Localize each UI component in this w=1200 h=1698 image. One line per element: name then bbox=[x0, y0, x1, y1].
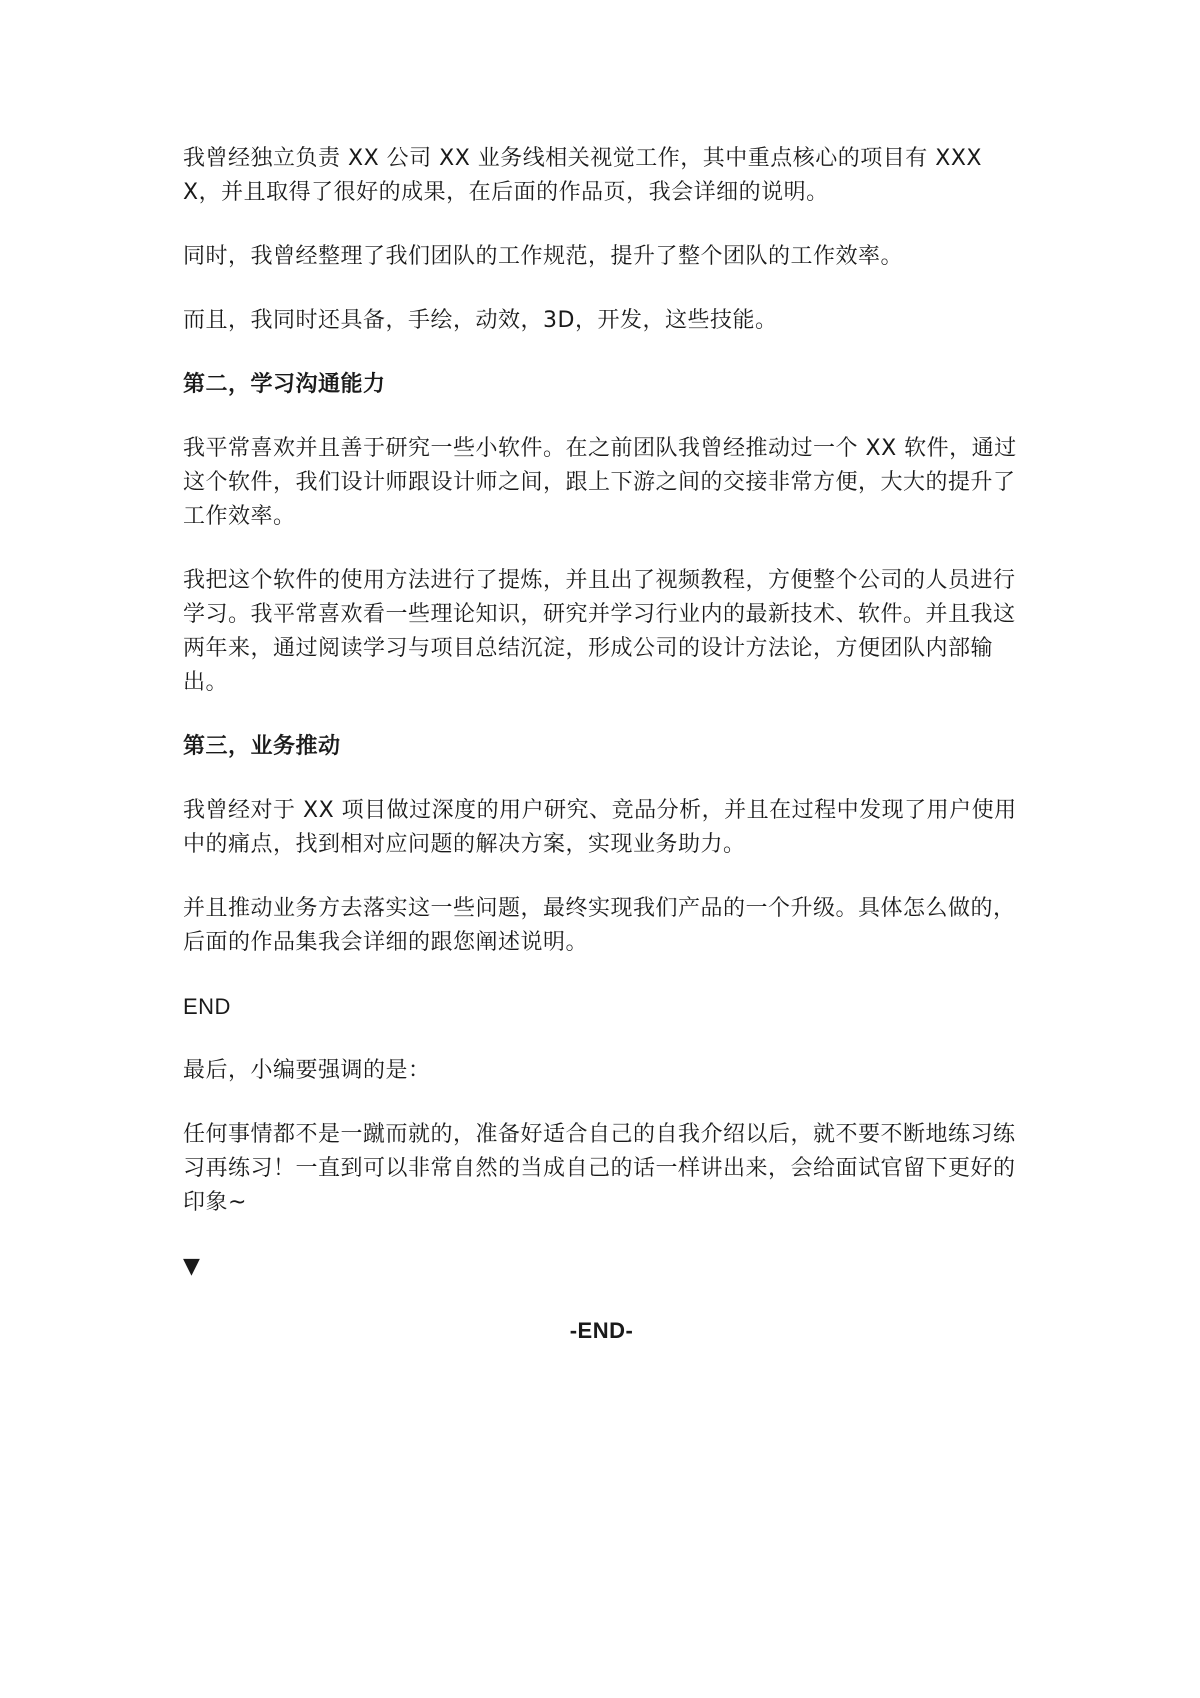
heading-business-promotion: 第三，业务推动 bbox=[183, 734, 341, 759]
paragraph-product-upgrade: 并且推动业务方去落实这一些问题，最终实现我们产品的一个升级。具体怎么做的，后面的作品集我会详细的跟您阐述说明。 bbox=[183, 896, 1016, 955]
footer-end: -END- bbox=[569, 1318, 634, 1343]
paragraph-skills: 而且，我同时还具备，手绘，动效，3D，开发，这些技能。 bbox=[183, 308, 778, 333]
paragraph-practice-advice: 任何事情都不是一蹴而就的，准备好适合自己的自我介绍以后，就不要不断地练习练习再练习！一直到可以非常自然的当成自己的话一样讲出来，会给面试官留下更好的印象~ bbox=[183, 1122, 1016, 1215]
paragraph-end-marker: END bbox=[183, 994, 231, 1019]
paragraph-editor-note: 最后，小编要强调的是： bbox=[183, 1058, 431, 1083]
paragraph-software-research: 我平常喜欢并且善于研究一些小软件。在之前团队我曾经推动过一个 XX 软件，通过这个软件，我们设计师跟设计师之间，跟上下游之间的交接非常方便，大大的提升了工作效率。 bbox=[183, 436, 1017, 529]
paragraph-user-research: 我曾经对于 XX 项目做过深度的用户研究、竞品分析，并且在过程中发现了用户使用中的痛点，找到相对应问题的解决方案，实现业务助力。 bbox=[183, 798, 1017, 857]
paragraph-team-standards: 同时，我曾经整理了我们团队的工作规范，提升了整个团队的工作效率。 bbox=[183, 244, 904, 269]
paragraph-intro: 我曾经独立负责 XX 公司 XX 业务线相关视觉工作，其中重点核心的项目有 XXXX，并且取得了很好的成果，在后面的作品页，我会详细的说明。 bbox=[183, 146, 982, 205]
down-triangle-icon: ▼ bbox=[183, 1254, 200, 1279]
paragraph-video-tutorial: 我把这个软件的使用方法进行了提炼，并且出了视频教程，方便整个公司的人员进行学习。我平常喜欢看一些理论知识，研究并学习行业内的最新技术、软件。并且我这两年来，通过阅读学习与项目总结沉淀，形成公司的设计方法论，方便团队内部输出。 bbox=[183, 568, 1016, 695]
heading-learning-communication: 第二，学习沟通能力 bbox=[183, 372, 386, 397]
